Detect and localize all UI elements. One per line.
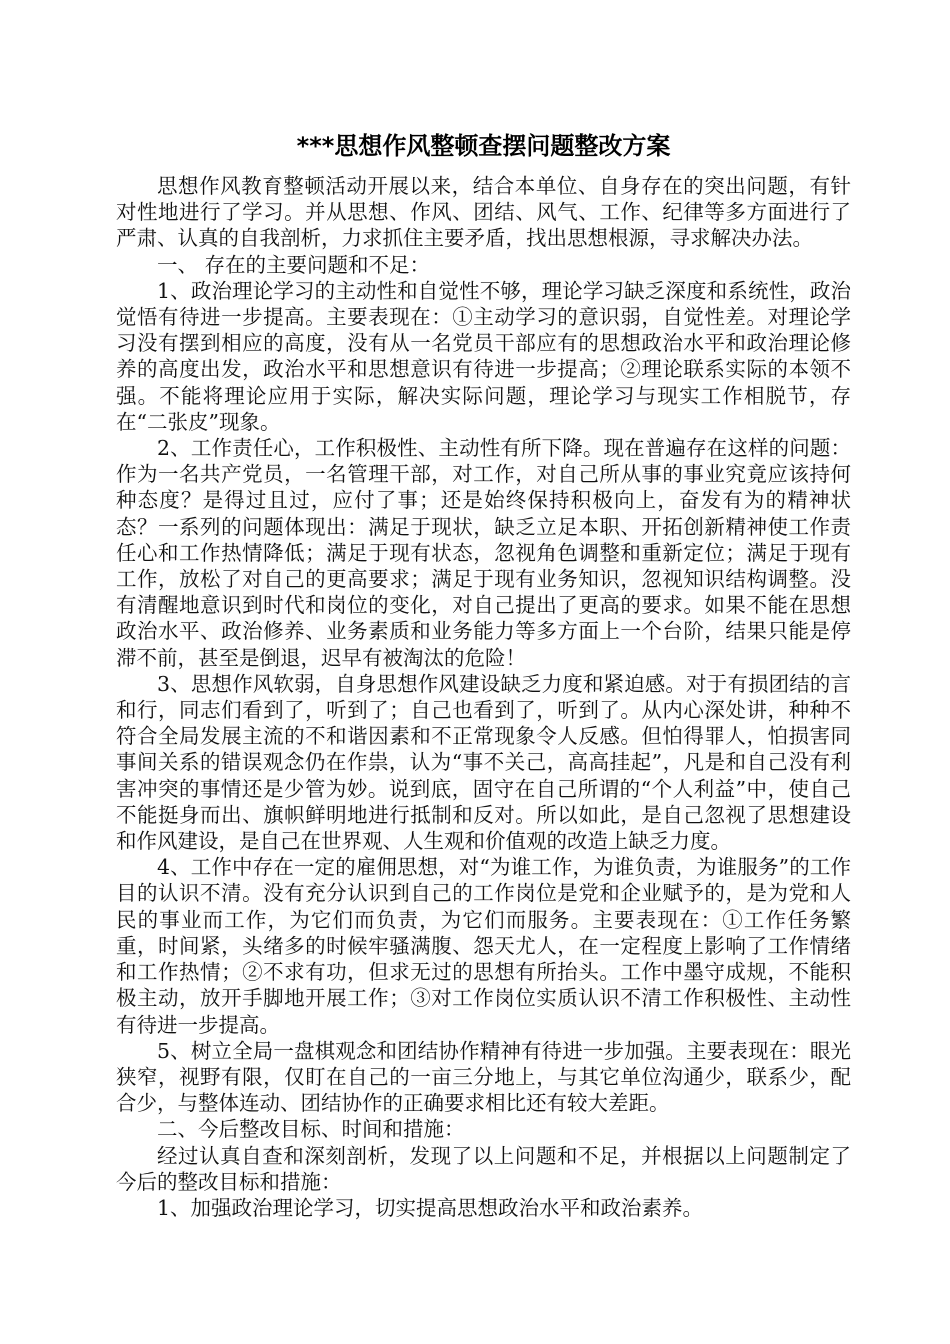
rectification-item-1: 1、加强政治理论学习，切实提高思想政治水平和政治素养。 <box>157 1195 704 1220</box>
problem-item-3: 3、思想作风软弱，自身思想作风建设缺乏力度和紧迫感。对于有损团结的言和行，同志们看到了，听到了；自己也看到了，听到了。从内心深处讲，种种不符合全局发展主流的不和谐因素和不正常现象令人反感。但怕得罪人，怕损害同事间关系的错误观念仍在作祟，认为“事不关己，高高挂起”，凡是和自己没有利害冲突的事情还是少管为妙。说到底，固守在自己所谓的“个人利益”中，使自己不能挺身而出、旗帜鲜明地进行抵制和反对。所以如此，是自己忽视了思想建设和作风建设，是自己在世界观、人生观和价值观的改造上缺乏力度。 <box>116 671 851 854</box>
problem-item-5: 5、树立全局一盘棋观念和团结协作精神有待进一步加强。主要表现在：眼光狭窄，视野有限，仅盯在自己的一亩三分地上，与其它单位沟通少，联系少，配合少，与整体连动、团结协作的正确要求相比还有较大差距。 <box>116 1038 851 1116</box>
rectification-intro: 经过认真自查和深刻剖析，发现了以上问题和不足，并根据以上问题制定了今后的整改目标和措施： <box>116 1143 851 1194</box>
section-heading-problems: 一、 存在的主要问题和不足： <box>157 252 431 277</box>
intro-paragraph: 思想作风教育整顿活动开展以来，结合本单位、自身存在的突出问题，有针对性地进行了学习。并从思想、作风、团结、风气、工作、纪律等多方面进行了严肃、认真的自我剖析，力求抓住主要矛盾，找出思想根源，寻求解决办法。 <box>116 174 851 251</box>
document-body <box>116 131 851 1221</box>
problem-item-1: 1、政治理论学习的主动性和自觉性不够，理论学习缺乏深度和系统性，政治觉悟有待进一步提高。主要表现在：①主动学习的意识弱，自觉性差。对理论学习没有摆到相应的高度，没有从一名党员干部应有的思想政治水平和政治理论修养的高度出发，政治水平和思想意识有待进一步提高；②理论联系实际的本领不强。不能将理论应用于实际，解决实际问题，理论学习与现实工作相脱节，存在“二张皮”现象。 <box>116 278 851 434</box>
problem-item-2: 2、工作责任心，工作积极性、主动性有所下降。现在普遍存在这样的问题：作为一名共产党员，一名管理干部，对工作，对自己所从事的事业究竟应该持何种态度？是得过且过，应付了事；还是始终保持积极向上，奋发有为的精神状态？一系列的问题体现出：满足于现状，缺乏立足本职、开拓创新精神使工作责任心和工作热情降低；满足于现有状态，忽视角色调整和重新定位；满足于现有工作，放松了对自己的更高要求；满足于现有业务知识，忽视知识结构调整。没有清醒地意识到时代和岗位的变化，对自己提出了更高的要求。如果不能在思想政治水平、政治修养、业务素质和业务能力等多方面上一个台阶，结果只能是停滞不前，甚至是倒退，迟早有被淘汰的危险！ <box>116 436 851 670</box>
section-heading-rectification: 二、今后整改目标、时间和措施： <box>157 1117 465 1142</box>
problem-item-4: 4、工作中存在一定的雇佣思想，对“为谁工作，为谁负责，为谁服务”的工作目的认识不清。没有充分认识到自己的工作岗位是党和企业赋予的，是为党和人民的事业而工作，为它们而负责，为它们而服务。主要表现在：①工作任务繁重，时间紧，头绪多的时候牢骚满腹、怨天尤人，在一定程度上影响了工作情绪和工作热情；②不求有功，但求无过的思想有所抬头。工作中墨守成规，不能积极主动，放开手脚地开展工作；③对工作岗位实质认识不清工作积极性、主动性有待进一步提高。 <box>116 855 851 1037</box>
document-title: ***思想作风整顿查摆问题整改方案 <box>296 132 671 160</box>
